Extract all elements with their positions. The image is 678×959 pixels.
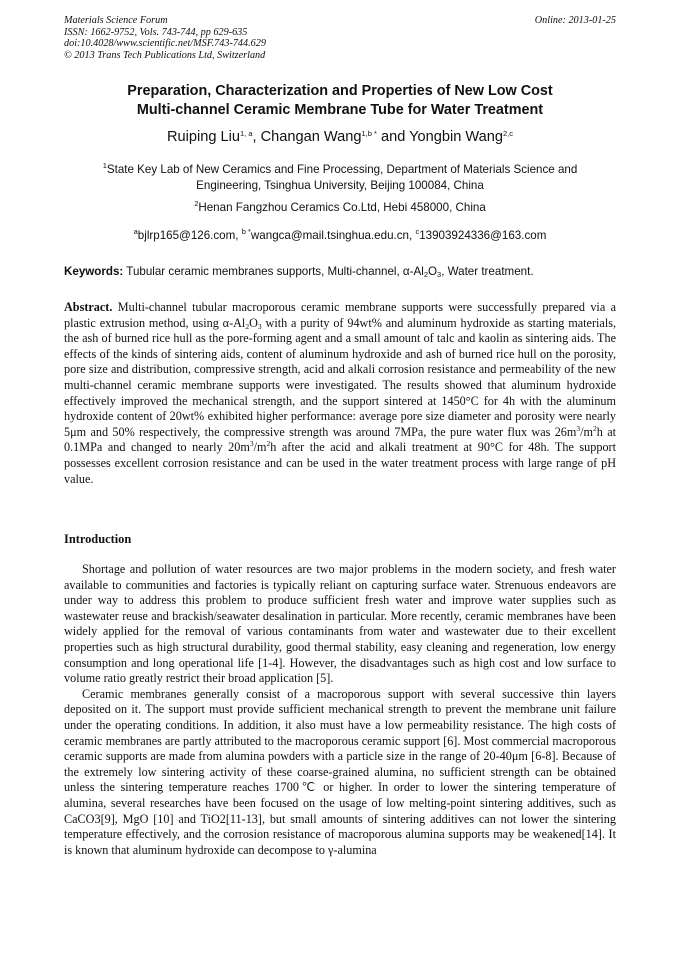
- introduction-paragraph-1: Shortage and pollution of water resources are two major problems in the modern society, and fresh water available to communities and factories is typically reliant on capturing surface water. Strenuous endeavors are under way to address this problem to produce sufficient fresh water and improve water supplies such as wastewater reuse and brackish/seawater desalination in particular. More recently, ceramic membranes have been widely applied for the removal of various contaminants from water and wastewater due to their excellent properties such as high structural durability, good thermal stability, easy cleaning and regeneration, low energy consumption and long operational life [1-4]. However, the disadvantages such as high cost and low surface to volume ratio greatly restrict their broad application [5].: [64, 562, 616, 686]
- superscript: 2: [266, 439, 271, 449]
- subscript: 2: [245, 321, 250, 331]
- online-date: Online: 2013-01-25: [534, 15, 616, 26]
- superscript: 3: [576, 423, 581, 433]
- author-1: Ruiping Liu: [166, 129, 240, 145]
- issn-line: ISSN: 1662-9752, Vols. 743-744, pp 629-635: [64, 26, 248, 38]
- author-separator: ,: [252, 129, 261, 145]
- author-separator: and: [376, 129, 410, 145]
- introduction-body: [64, 562, 616, 858]
- affiliation-1-line-1: State Key Lab of New Ceramics and Fine Processing, Department of Materials Science and: [106, 163, 578, 176]
- affiliation-1-mark: 1: [102, 161, 107, 170]
- email-b-mark: b *: [241, 227, 251, 236]
- paper-title: [64, 82, 616, 120]
- subscript: 3: [257, 321, 262, 331]
- abstract-text: O: [249, 315, 258, 330]
- affiliation-1: [64, 162, 616, 194]
- subscript: 2: [423, 270, 428, 279]
- author-1-affil: 1, a: [240, 129, 253, 138]
- title-line-2: Multi-channel Ceramic Membrane Tube for Water Treatment: [136, 102, 544, 118]
- email-b: wangca@mail.tsinghua.edu.cn,: [250, 229, 416, 242]
- abstract-text: /m: [253, 440, 267, 455]
- affiliation-1-line-2: Engineering, Tsinghua University, Beijing 100084, China: [196, 179, 484, 192]
- author-3: Yongbin Wang: [409, 129, 503, 145]
- email-c-mark: c: [415, 227, 420, 236]
- title-line-1: Preparation, Characterization and Properties of New Low Cost: [127, 83, 553, 99]
- section-heading-introduction: Introduction: [64, 532, 132, 546]
- email-c: 13903924336@163.com: [419, 229, 547, 242]
- abstract-text: h at 0.1MPa and changed to nearly 20m: [64, 424, 617, 455]
- email-a: bjlrp165@126.com,: [137, 229, 242, 242]
- abstract-text: Multi-channel tubular macroporous ceramic membrane supports were successfully prepared via a plastic extrusion method, using α-Al: [64, 300, 616, 330]
- subscript: 3: [437, 270, 442, 279]
- keywords-text: , Water treatment.: [441, 265, 534, 278]
- abstract: [64, 300, 616, 487]
- keywords-text: Tubular ceramic membranes supports, Multi-channel, α-Al: [123, 265, 424, 278]
- keywords-label: Keywords:: [64, 265, 124, 278]
- affiliation-2-text: Henan Fangzhou Ceramics Co.Ltd, Hebi 458000, China: [198, 201, 486, 214]
- author-3-affil: 2,c: [503, 129, 514, 138]
- abstract-text: with a purity of 94wt% and aluminum hydroxide as starting materials, the ash of burned rice hull as the pore-forming agent and a small amount of talc and kaolin as sintering aids. The effects of the kinds of sintering aids, content of aluminum hydroxide and ash of burned rice hull on the porosity, pore size and distribution, compressive strength, acid and alkali corrosion resistance and permeability of the new multi-channel ceramic membrane supports were investigated. The results showed that aluminum hydroxide effectively improved the mechanical strength, and the support sintered at 1450°C for 4h with the aluminum hydroxide content of 20wt% exhibited higher performance: average pore size diameter and porosity were nearly 5μm and 50% respectively, the compressive strength was around 7MPa, the pure water flux was 26m: [64, 315, 616, 439]
- doi-line: doi:10.4028/www.scientific.net/MSF.743-744.629: [64, 38, 266, 50]
- superscript: 2: [593, 423, 597, 433]
- email-list: [64, 228, 616, 244]
- email-a-mark: a: [133, 227, 138, 236]
- keywords: [64, 264, 616, 279]
- author-2: Changan Wang: [260, 129, 362, 145]
- keywords-text: O: [427, 265, 438, 278]
- introduction-paragraph-2: Ceramic membranes generally consist of a macroporous support with several successive thin layers deposited on it. The support must provide sufficient mechanical strength to prevent the membrane unit failure under the operating conditions. In addition, it also must have a low permeability resistance. The high costs of ceramic membranes are partly attributed to the macroporous ceramic support [6]. Most commercial macroporous ceramic supports are made from alumina powders with a particle size in the range of 20-40μm [6-8]. Because of the extremely low sintering activity of these coarse-grained alumina, no sufficient strength can be obtained unless the sintering temperature reaches 1700℃ or higher. In order to lower the sintering temperature of alumina, several researches have been focused on the usage of low melting-point sintering additives, such as CaCO3[9], MgO [10] and TiO2[11-13], but small amounts of sintering additives can not lower the sintering temperature effectively, and the corrosion resistance of macroporous alumina supports may be weakened[14]. It is known that aluminum hydroxide can decompose to γ-alumina: [64, 686, 616, 857]
- affiliation-2-mark: 2: [194, 199, 199, 208]
- superscript: 3: [249, 439, 254, 449]
- author-2-affil: 1,b *: [361, 129, 377, 138]
- abstract-label: Abstract.: [64, 300, 113, 314]
- author-list: [64, 128, 616, 146]
- abstract-text: /m: [580, 424, 594, 439]
- journal-name: Materials Science Forum: [64, 15, 168, 26]
- journal-header: [64, 15, 616, 61]
- copyright-line: © 2013 Trans Tech Publications Ltd, Switzerland: [64, 49, 266, 61]
- affiliation-2: [64, 200, 616, 216]
- abstract-text: h after the acid and alkali treatment at 90°C for 48h. The support possesses excellent corrosion resistance and can be used in the water treatment process with large range of pH value.: [64, 440, 616, 486]
